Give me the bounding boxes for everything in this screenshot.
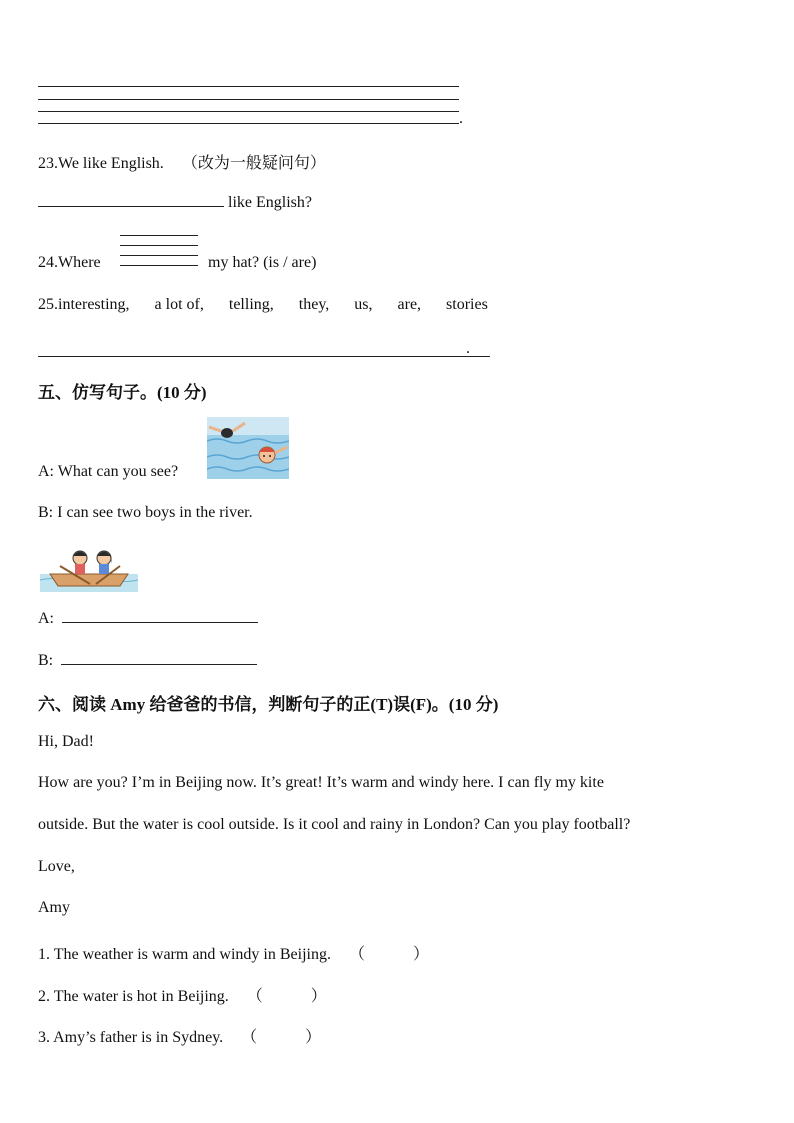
q25-period: .	[466, 340, 470, 357]
q25-answer-line[interactable]	[38, 356, 490, 357]
q25-word: interesting,	[58, 296, 130, 313]
q25-word: they,	[298, 296, 330, 313]
tf-question-text: 2. The water is hot in Beijing.	[38, 988, 229, 1005]
q25-word: are,	[397, 296, 422, 313]
section5-answer-b	[38, 650, 257, 670]
section5-example-a: A: What can you see?	[38, 463, 179, 480]
tf-answer-blank[interactable]: （ ）	[241, 1029, 322, 1046]
tf-question-2	[38, 983, 327, 1006]
section5-example-b: B: I can see two boys in the river.	[38, 504, 253, 521]
tf-answer-blank[interactable]: （ ）	[348, 946, 429, 963]
letter-signature: Amy	[38, 899, 70, 916]
tf-answer-blank[interactable]: （ ）	[246, 988, 327, 1005]
tf-question-3	[38, 1024, 321, 1047]
tf-question-1	[38, 941, 429, 964]
boat-children-image	[40, 544, 138, 592]
q25-word: stories	[446, 296, 488, 313]
q23-number: 23.	[38, 155, 58, 172]
letter-line-2: outside. But the water is cool outside. Is it cool and rainy in London? Can you play football?	[38, 816, 631, 833]
section6-heading: 六、阅读 Amy 给爸爸的书信，判断句子的正(T)误(F)。(10 分)	[38, 695, 499, 714]
q23-answer-tail: like English?	[228, 194, 312, 211]
section5-answer-a	[38, 608, 258, 628]
answer-line-2[interactable]	[38, 99, 459, 100]
tf-question-text: 3. Amy’s father is in Sydney.	[38, 1029, 224, 1046]
answer-a-label: A:	[38, 610, 54, 627]
q25-word: telling,	[228, 296, 274, 313]
q23-instruction: （改为一般疑问句）	[181, 155, 326, 172]
q23-prompt	[38, 150, 326, 173]
q24-blank-line-4[interactable]	[120, 265, 198, 266]
q23-answer	[38, 192, 312, 212]
q25-number: 25.	[38, 296, 58, 313]
answer-line-1[interactable]	[38, 86, 459, 87]
swimming-boys-image	[207, 417, 289, 479]
q25-word: us,	[354, 296, 373, 313]
q25-prompt	[38, 296, 488, 314]
q24-before: Where	[58, 254, 101, 271]
answer-line-3[interactable]	[38, 111, 459, 112]
answer-line-4[interactable]	[38, 123, 459, 124]
section5-heading: 五、仿写句子。(10 分)	[38, 383, 207, 402]
q24-number: 24.	[38, 254, 58, 271]
answer-b-blank[interactable]	[61, 650, 257, 665]
tf-question-text: 1. The weather is warm and windy in Beijing.	[38, 946, 331, 963]
letter-line-1: How are you? I’m in Beijing now. It’s great! It’s warm and windy here. I can fly my kite	[38, 774, 604, 791]
q25-word: a lot of,	[154, 296, 204, 313]
letter-greeting: Hi, Dad!	[38, 733, 94, 750]
answer-a-blank[interactable]	[62, 608, 258, 623]
q24-after: my hat? (is / are)	[208, 254, 317, 271]
q24-blank-line-1[interactable]	[120, 235, 198, 236]
q24-blank-line-2[interactable]	[120, 245, 198, 246]
q23-answer-blank[interactable]	[38, 192, 224, 207]
answer-b-label: B:	[38, 652, 54, 669]
q24-blank-line-3[interactable]	[120, 255, 198, 256]
q22-period: .	[459, 110, 463, 127]
q23-sentence: We like English.	[58, 155, 164, 172]
q24-prompt	[38, 254, 101, 272]
letter-closing: Love,	[38, 858, 75, 875]
